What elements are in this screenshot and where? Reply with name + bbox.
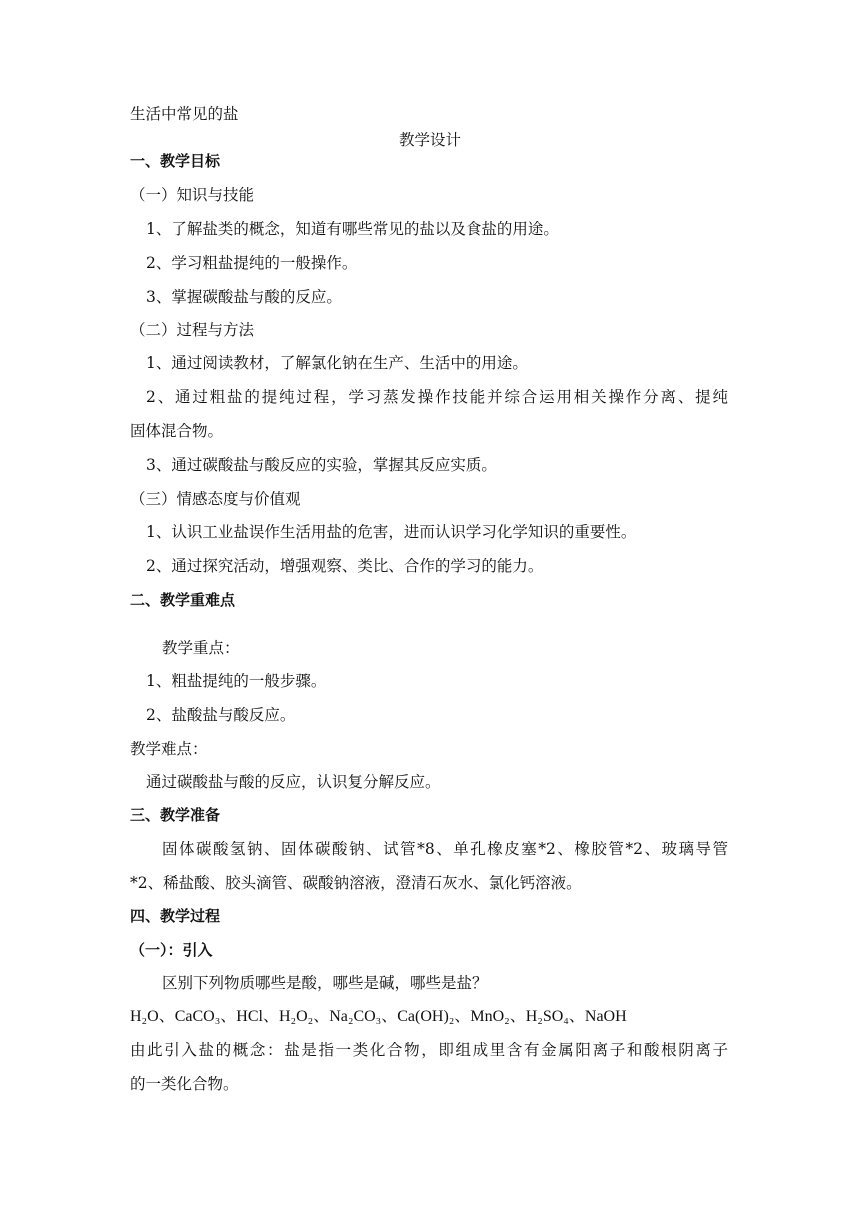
section-heading-process: 四、教学过程 xyxy=(130,907,221,925)
subsection-process: （二）过程与方法 xyxy=(130,321,255,339)
paragraph: 的一类化合物。 xyxy=(130,1075,239,1093)
subsection-values: （三）情感态度与价值观 xyxy=(130,490,301,508)
paragraph: 3、掌握碳酸盐与酸的反应。 xyxy=(146,288,342,306)
subsection-intro: （一）：引入 xyxy=(130,941,213,959)
paragraph: 通过碳酸盐与酸的反应，认识复分解反应。 xyxy=(146,773,441,791)
paragraph: 1、粗盐提纯的一般步骤。 xyxy=(146,672,327,690)
paragraph: 固体碳酸氢钠、固体碳酸钠、试管*8、单孔橡皮塞*2、橡胶管*2、玻璃导管 xyxy=(162,840,728,858)
document-header: 生活中常见的盐 xyxy=(130,105,239,123)
paragraph: 教学难点： xyxy=(130,740,208,758)
chemical-formula-list: H₂O、CaCO₃、HCl、H₂O₂、Na₂CO₃、Ca(OH)₂、MnO₂、H₂SO₄、NaOH xyxy=(130,1008,627,1025)
document-title: 教学设计 xyxy=(398,131,461,149)
paragraph: 1、通过阅读教材，了解氯化钠在生产、生活中的用途。 xyxy=(146,354,528,372)
section-heading-objectives: 一、教学目标 xyxy=(130,152,221,170)
paragraph: 由此引入盐的概念：盐是指一类化合物，即组成里含有金属阳离子和酸根阴离子 xyxy=(130,1041,728,1059)
paragraph: 2、通过粗盐的提纯过程，学习蒸发操作技能并综合运用相关操作分离、提纯 xyxy=(146,388,728,406)
subsection-knowledge: （一）知识与技能 xyxy=(130,186,255,204)
section-heading-preparation: 三、教学准备 xyxy=(130,806,221,824)
paragraph: *2、稀盐酸、胶头滴管、碳酸钠溶液，澄清石灰水、氯化钙溶液。 xyxy=(130,874,582,892)
paragraph: 固体混合物。 xyxy=(130,422,224,440)
paragraph: 3、通过碳酸盐与酸反应的实验，掌握其反应实质。 xyxy=(146,456,497,474)
paragraph: 区别下列物质哪些是酸，哪些是碱，哪些是盐？ xyxy=(162,974,488,992)
paragraph: 2、盐酸盐与酸反应。 xyxy=(146,706,296,724)
paragraph: 2、通过探究活动，增强观察、类比、合作的学习的能力。 xyxy=(146,557,544,575)
paragraph: 2、学习粗盐提纯的一般操作。 xyxy=(146,254,358,272)
paragraph: 教学重点： xyxy=(162,639,240,657)
paragraph: 1、认识工业盐误作生活用盐的危害，进而认识学习化学知识的重要性。 xyxy=(146,523,637,541)
section-heading-key-points: 二、教学重难点 xyxy=(130,591,236,609)
paragraph: 1、了解盐类的概念，知道有哪些常见的盐以及食盐的用途。 xyxy=(146,220,559,238)
